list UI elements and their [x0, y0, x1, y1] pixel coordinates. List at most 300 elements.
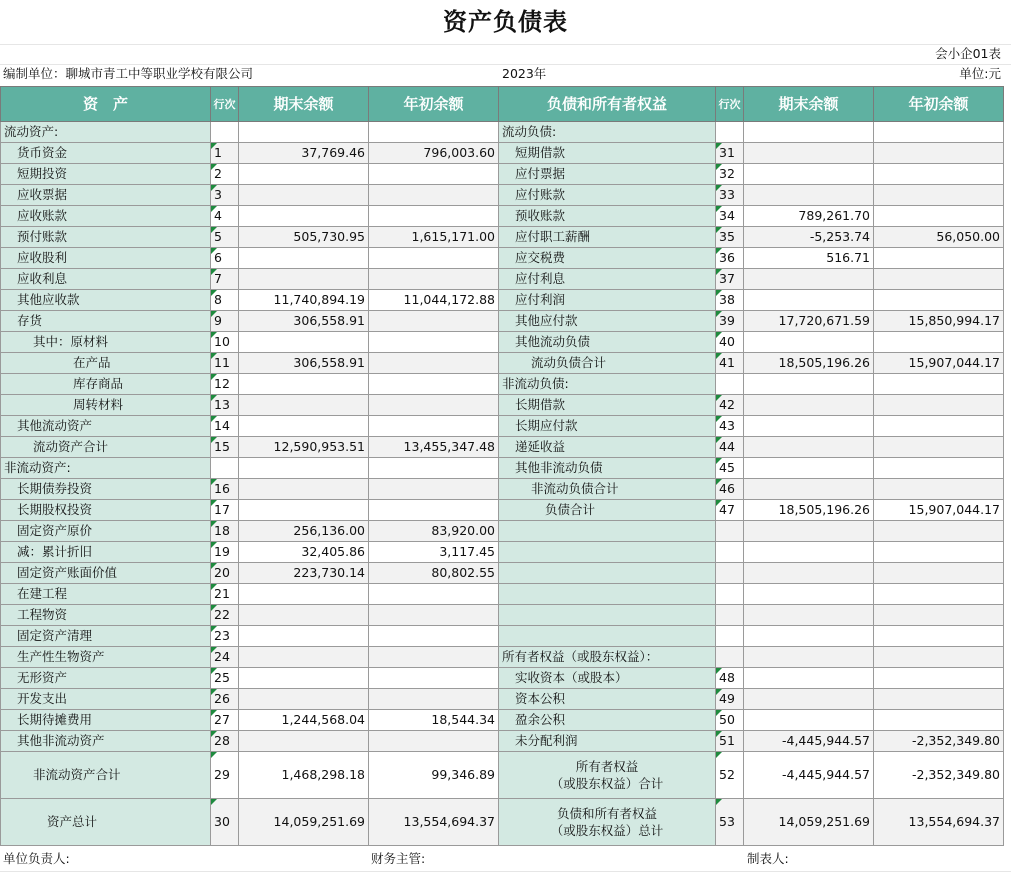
liability-end-balance[interactable]: [744, 332, 874, 353]
asset-begin-balance[interactable]: 80,802.55: [369, 563, 499, 584]
asset-label[interactable]: 流动资产:: [1, 122, 211, 143]
liability-row-no[interactable]: 43: [716, 416, 744, 437]
asset-begin-balance[interactable]: [369, 311, 499, 332]
asset-row-no[interactable]: 9: [211, 311, 239, 332]
liability-label[interactable]: [499, 542, 716, 563]
asset-label[interactable]: 应收票据: [1, 185, 211, 206]
table-row: [1, 395, 1004, 416]
table-row: [1, 542, 1004, 563]
asset-begin-balance[interactable]: [369, 500, 499, 521]
asset-label[interactable]: 短期投资: [1, 164, 211, 185]
asset-row-no[interactable]: 7: [211, 269, 239, 290]
liability-end-balance[interactable]: -5,253.74: [744, 227, 874, 248]
liability-begin-balance[interactable]: [874, 185, 1004, 206]
table-row: [1, 437, 1004, 458]
asset-end-balance[interactable]: [239, 689, 369, 710]
liability-row-no[interactable]: [716, 605, 744, 626]
asset-row-no[interactable]: 28: [211, 731, 239, 752]
asset-end-balance[interactable]: [239, 668, 369, 689]
asset-label[interactable]: 存货: [1, 311, 211, 332]
asset-label[interactable]: 长期债券投资: [1, 479, 211, 500]
liability-row-no[interactable]: [716, 122, 744, 143]
liability-row-no[interactable]: 51: [716, 731, 744, 752]
table-row: [1, 374, 1004, 395]
asset-label[interactable]: 固定资产原价: [1, 521, 211, 542]
liability-label[interactable]: 应交税费: [499, 248, 716, 269]
asset-end-balance[interactable]: 1,468,298.18: [239, 752, 369, 799]
asset-begin-balance[interactable]: [369, 164, 499, 185]
asset-row-no[interactable]: 18: [211, 521, 239, 542]
liability-end-balance[interactable]: 18,505,196.26: [744, 353, 874, 374]
asset-label[interactable]: 固定资产账面价值: [1, 563, 211, 584]
liability-begin-balance[interactable]: [874, 542, 1004, 563]
asset-label[interactable]: 周转材料: [1, 395, 211, 416]
asset-row-no[interactable]: 15: [211, 437, 239, 458]
asset-end-balance[interactable]: [239, 122, 369, 143]
reporting-unit: 编制单位：聊城市青工中等职业学校有限公司: [3, 66, 254, 81]
asset-end-balance[interactable]: [239, 416, 369, 437]
liability-end-balance[interactable]: [744, 563, 874, 584]
liability-end-balance[interactable]: [744, 374, 874, 395]
asset-begin-balance[interactable]: [369, 374, 499, 395]
liability-label[interactable]: 非流动负债合计: [499, 479, 716, 500]
asset-label[interactable]: 其中：原材料: [1, 332, 211, 353]
liability-label[interactable]: 其他应付款: [499, 311, 716, 332]
asset-end-balance[interactable]: [239, 206, 369, 227]
liability-begin-balance[interactable]: [874, 458, 1004, 479]
table-row: [1, 689, 1004, 710]
asset-begin-balance[interactable]: [369, 626, 499, 647]
liability-end-balance[interactable]: [744, 395, 874, 416]
asset-label[interactable]: 在产品: [1, 353, 211, 374]
liability-end-balance[interactable]: [744, 647, 874, 668]
liability-label[interactable]: 应付利润: [499, 290, 716, 311]
asset-end-balance[interactable]: [239, 605, 369, 626]
liability-begin-balance[interactable]: 13,554,694.37: [874, 799, 1004, 846]
liability-row-no[interactable]: 47: [716, 500, 744, 521]
liability-begin-balance[interactable]: [874, 164, 1004, 185]
asset-end-balance[interactable]: [239, 584, 369, 605]
asset-end-balance[interactable]: [239, 185, 369, 206]
asset-row-no[interactable]: 23: [211, 626, 239, 647]
asset-label[interactable]: 减：累计折旧: [1, 542, 211, 563]
asset-begin-balance[interactable]: [369, 353, 499, 374]
asset-begin-balance[interactable]: [369, 689, 499, 710]
liability-label[interactable]: [499, 605, 716, 626]
asset-label[interactable]: 库存商品: [1, 374, 211, 395]
asset-label[interactable]: 货币资金: [1, 143, 211, 164]
liability-begin-balance[interactable]: [874, 437, 1004, 458]
asset-begin-balance[interactable]: [369, 458, 499, 479]
liability-begin-balance[interactable]: [874, 290, 1004, 311]
table-row: [1, 353, 1004, 374]
liability-row-no[interactable]: [716, 521, 744, 542]
liability-begin-balance[interactable]: [874, 122, 1004, 143]
table-row: [1, 626, 1004, 647]
asset-label[interactable]: 固定资产清理: [1, 626, 211, 647]
liability-label[interactable]: 预收账款: [499, 206, 716, 227]
asset-label[interactable]: 其他流动资产: [1, 416, 211, 437]
liability-end-balance[interactable]: [744, 437, 874, 458]
liability-end-balance[interactable]: 14,059,251.69: [744, 799, 874, 846]
liability-label[interactable]: 应付票据: [499, 164, 716, 185]
asset-end-balance[interactable]: 37,769.46: [239, 143, 369, 164]
asset-row-no[interactable]: 21: [211, 584, 239, 605]
asset-end-balance[interactable]: [239, 374, 369, 395]
table-row: [1, 290, 1004, 311]
asset-row-no[interactable]: 19: [211, 542, 239, 563]
liability-end-balance[interactable]: [744, 458, 874, 479]
liability-row-no[interactable]: 50: [716, 710, 744, 731]
liability-end-balance[interactable]: [744, 479, 874, 500]
footer-finance: 财务主管:: [371, 851, 426, 866]
asset-end-balance[interactable]: 505,730.95: [239, 227, 369, 248]
liability-row-no[interactable]: [716, 542, 744, 563]
asset-row-no[interactable]: 12: [211, 374, 239, 395]
liability-label[interactable]: 实收资本（或股本）: [499, 668, 716, 689]
liability-row-no[interactable]: 38: [716, 290, 744, 311]
liability-begin-balance[interactable]: [874, 269, 1004, 290]
liability-begin-balance[interactable]: [874, 395, 1004, 416]
liability-label[interactable]: [499, 563, 716, 584]
liability-end-balance[interactable]: [744, 290, 874, 311]
liability-begin-balance[interactable]: [874, 332, 1004, 353]
asset-end-balance[interactable]: [239, 332, 369, 353]
liability-label[interactable]: 应付账款: [499, 185, 716, 206]
asset-label[interactable]: 其他应收款: [1, 290, 211, 311]
asset-label[interactable]: 非流动资产合计: [1, 752, 211, 799]
asset-begin-balance[interactable]: [369, 479, 499, 500]
asset-end-balance[interactable]: 306,558.91: [239, 311, 369, 332]
page-title: 资产负债表: [443, 8, 568, 36]
liability-row-no[interactable]: 41: [716, 353, 744, 374]
header-end-balance: 期末余额: [744, 87, 874, 122]
asset-end-balance[interactable]: [239, 626, 369, 647]
asset-row-no[interactable]: 24: [211, 647, 239, 668]
liability-row-no[interactable]: 44: [716, 437, 744, 458]
asset-row-no[interactable]: 5: [211, 227, 239, 248]
liability-begin-balance[interactable]: [874, 563, 1004, 584]
liability-begin-balance[interactable]: [874, 626, 1004, 647]
liability-end-balance[interactable]: [744, 584, 874, 605]
table-row: [1, 185, 1004, 206]
liability-begin-balance[interactable]: [874, 248, 1004, 269]
asset-row-no[interactable]: 17: [211, 500, 239, 521]
table-row: [1, 248, 1004, 269]
table-row: [1, 416, 1004, 437]
liability-row-no[interactable]: 36: [716, 248, 744, 269]
liability-label[interactable]: 负债和所有者权益 （或股东权益）总计: [499, 799, 716, 846]
asset-label[interactable]: 资产总计: [1, 799, 211, 846]
liability-label[interactable]: [499, 584, 716, 605]
liability-row-no[interactable]: 33: [716, 185, 744, 206]
liability-end-balance[interactable]: -4,445,944.57: [744, 752, 874, 799]
footer-principal: 单位负责人:: [3, 851, 70, 866]
liability-begin-balance[interactable]: [874, 584, 1004, 605]
table-row: [1, 668, 1004, 689]
asset-end-balance[interactable]: 306,558.91: [239, 353, 369, 374]
asset-begin-balance[interactable]: [369, 584, 499, 605]
liability-begin-balance[interactable]: -2,352,349.80: [874, 752, 1004, 799]
liability-label[interactable]: 短期借款: [499, 143, 716, 164]
asset-row-no[interactable]: 2: [211, 164, 239, 185]
asset-row-no[interactable]: [211, 122, 239, 143]
liability-row-no[interactable]: [716, 626, 744, 647]
liability-row-no[interactable]: 48: [716, 668, 744, 689]
liability-label[interactable]: 盈余公积: [499, 710, 716, 731]
asset-label[interactable]: 流动资产合计: [1, 437, 211, 458]
liability-label[interactable]: 长期借款: [499, 395, 716, 416]
asset-begin-balance[interactable]: [369, 668, 499, 689]
header-row: [1, 87, 1004, 122]
liability-label[interactable]: 非流动负债:: [499, 374, 716, 395]
liability-row-no[interactable]: [716, 647, 744, 668]
asset-row-no[interactable]: 16: [211, 479, 239, 500]
liability-begin-balance[interactable]: [874, 647, 1004, 668]
asset-label[interactable]: 长期股权投资: [1, 500, 211, 521]
liability-begin-balance[interactable]: [874, 374, 1004, 395]
liability-end-balance[interactable]: [744, 710, 874, 731]
liability-label[interactable]: 其他非流动负债: [499, 458, 716, 479]
liability-begin-balance[interactable]: 15,907,044.17: [874, 353, 1004, 374]
liability-label[interactable]: [499, 626, 716, 647]
asset-end-balance[interactable]: 11,740,894.19: [239, 290, 369, 311]
liability-row-no[interactable]: 32: [716, 164, 744, 185]
asset-label[interactable]: 生产性生物资产: [1, 647, 211, 668]
header-assets: 资 产: [1, 87, 211, 122]
asset-label[interactable]: 应收利息: [1, 269, 211, 290]
liability-end-balance[interactable]: [744, 269, 874, 290]
liability-label[interactable]: 递延收益: [499, 437, 716, 458]
asset-end-balance[interactable]: [239, 731, 369, 752]
asset-row-no[interactable]: 1: [211, 143, 239, 164]
liability-row-no[interactable]: [716, 584, 744, 605]
liability-end-balance[interactable]: 789,261.70: [744, 206, 874, 227]
liability-end-balance[interactable]: [744, 143, 874, 164]
liability-begin-balance[interactable]: [874, 668, 1004, 689]
asset-begin-balance[interactable]: 99,346.89: [369, 752, 499, 799]
liability-row-no[interactable]: 37: [716, 269, 744, 290]
asset-begin-balance[interactable]: 1,615,171.00: [369, 227, 499, 248]
liability-end-balance[interactable]: [744, 542, 874, 563]
liability-end-balance[interactable]: [744, 185, 874, 206]
liability-label[interactable]: 所有者权益（或股东权益）：: [499, 647, 716, 668]
liability-label[interactable]: 长期应付款: [499, 416, 716, 437]
liability-row-no[interactable]: 46: [716, 479, 744, 500]
header-begin-balance: 年初余额: [874, 87, 1004, 122]
asset-row-no[interactable]: 27: [211, 710, 239, 731]
asset-end-balance[interactable]: [239, 395, 369, 416]
asset-begin-balance[interactable]: [369, 332, 499, 353]
currency-unit: 单位:元: [959, 66, 1001, 81]
liability-row-no[interactable]: 42: [716, 395, 744, 416]
header-begin-balance: 年初余额: [369, 87, 499, 122]
header-row-no: 行次: [211, 87, 239, 122]
liability-row-no[interactable]: 49: [716, 689, 744, 710]
liability-label[interactable]: [499, 521, 716, 542]
liability-row-no[interactable]: 39: [716, 311, 744, 332]
table-row: [1, 584, 1004, 605]
liability-row-no[interactable]: [716, 563, 744, 584]
asset-begin-balance[interactable]: [369, 605, 499, 626]
table-row: [1, 710, 1004, 731]
liability-end-balance[interactable]: 18,505,196.26: [744, 500, 874, 521]
asset-begin-balance[interactable]: 3,117.45: [369, 542, 499, 563]
asset-begin-balance[interactable]: 13,554,694.37: [369, 799, 499, 846]
liability-label[interactable]: 其他流动负债: [499, 332, 716, 353]
liability-begin-balance[interactable]: [874, 206, 1004, 227]
asset-end-balance[interactable]: [239, 164, 369, 185]
liability-row-no[interactable]: 34: [716, 206, 744, 227]
liability-end-balance[interactable]: 516.71: [744, 248, 874, 269]
table-row: [1, 799, 1004, 846]
asset-begin-balance[interactable]: [369, 416, 499, 437]
asset-end-balance[interactable]: 14,059,251.69: [239, 799, 369, 846]
asset-end-balance[interactable]: 1,244,568.04: [239, 710, 369, 731]
liability-end-balance[interactable]: [744, 668, 874, 689]
liability-begin-balance[interactable]: [874, 416, 1004, 437]
asset-label[interactable]: 工程物资: [1, 605, 211, 626]
balance-table: [0, 86, 1004, 846]
asset-label[interactable]: 长期待摊费用: [1, 710, 211, 731]
liability-end-balance[interactable]: [744, 689, 874, 710]
asset-row-no[interactable]: 4: [211, 206, 239, 227]
table-row: [1, 164, 1004, 185]
asset-row-no[interactable]: 13: [211, 395, 239, 416]
asset-begin-balance[interactable]: 11,044,172.88: [369, 290, 499, 311]
table-row: [1, 227, 1004, 248]
liability-label[interactable]: 负债合计: [499, 500, 716, 521]
asset-begin-balance[interactable]: [369, 269, 499, 290]
liability-begin-balance[interactable]: -2,352,349.80: [874, 731, 1004, 752]
asset-row-no[interactable]: 8: [211, 290, 239, 311]
table-row: [1, 122, 1004, 143]
liability-end-balance[interactable]: [744, 122, 874, 143]
asset-row-no[interactable]: 20: [211, 563, 239, 584]
liability-begin-balance[interactable]: [874, 143, 1004, 164]
asset-row-no[interactable]: 6: [211, 248, 239, 269]
asset-row-no[interactable]: 10: [211, 332, 239, 353]
header-row-no: 行次: [716, 87, 744, 122]
liability-end-balance[interactable]: [744, 164, 874, 185]
table-row: [1, 752, 1004, 799]
table-row: [1, 647, 1004, 668]
table-row: [1, 311, 1004, 332]
asset-label[interactable]: 应收股利: [1, 248, 211, 269]
asset-row-no[interactable]: 30: [211, 799, 239, 846]
asset-begin-balance[interactable]: [369, 206, 499, 227]
liability-begin-balance[interactable]: 15,907,044.17: [874, 500, 1004, 521]
asset-row-no[interactable]: 29: [211, 752, 239, 799]
liability-row-no[interactable]: 35: [716, 227, 744, 248]
asset-row-no[interactable]: 3: [211, 185, 239, 206]
liability-end-balance[interactable]: [744, 626, 874, 647]
liability-row-no[interactable]: 53: [716, 799, 744, 846]
liability-label[interactable]: 所有者权益 （或股东权益）合计: [499, 752, 716, 799]
asset-label[interactable]: 非流动资产:: [1, 458, 211, 479]
asset-end-balance[interactable]: 32,405.86: [239, 542, 369, 563]
liability-begin-balance[interactable]: [874, 710, 1004, 731]
liability-begin-balance[interactable]: [874, 479, 1004, 500]
liability-label[interactable]: 应付利息: [499, 269, 716, 290]
form-code: 会小企01表: [935, 46, 1001, 61]
table-row: [1, 332, 1004, 353]
asset-label[interactable]: 开发支出: [1, 689, 211, 710]
liability-end-balance[interactable]: [744, 416, 874, 437]
asset-label[interactable]: 无形资产: [1, 668, 211, 689]
table-row: [1, 458, 1004, 479]
asset-row-no[interactable]: 22: [211, 605, 239, 626]
asset-end-balance[interactable]: [239, 479, 369, 500]
liability-row-no[interactable]: 31: [716, 143, 744, 164]
liability-label[interactable]: 流动负债:: [499, 122, 716, 143]
footer-preparer: 制表人:: [747, 851, 789, 866]
report-year: 2023年: [502, 66, 547, 81]
asset-begin-balance[interactable]: 13,455,347.48: [369, 437, 499, 458]
asset-label[interactable]: 其他非流动资产: [1, 731, 211, 752]
asset-begin-balance[interactable]: 18,544.34: [369, 710, 499, 731]
asset-end-balance[interactable]: [239, 248, 369, 269]
asset-row-no[interactable]: 14: [211, 416, 239, 437]
liability-begin-balance[interactable]: 56,050.00: [874, 227, 1004, 248]
liability-row-no[interactable]: 45: [716, 458, 744, 479]
liability-row-no[interactable]: 52: [716, 752, 744, 799]
asset-begin-balance[interactable]: [369, 185, 499, 206]
table-row: [1, 479, 1004, 500]
liability-end-balance[interactable]: [744, 521, 874, 542]
asset-end-balance[interactable]: [239, 647, 369, 668]
liability-label[interactable]: 流动负债合计: [499, 353, 716, 374]
liability-begin-balance[interactable]: [874, 605, 1004, 626]
asset-row-no[interactable]: 25: [211, 668, 239, 689]
asset-label[interactable]: 应收账款: [1, 206, 211, 227]
liability-begin-balance[interactable]: [874, 521, 1004, 542]
liability-row-no[interactable]: [716, 374, 744, 395]
asset-end-balance[interactable]: [239, 500, 369, 521]
liability-end-balance[interactable]: -4,445,944.57: [744, 731, 874, 752]
asset-begin-balance[interactable]: [369, 122, 499, 143]
asset-begin-balance[interactable]: [369, 647, 499, 668]
asset-row-no[interactable]: [211, 458, 239, 479]
liability-label[interactable]: 未分配利润: [499, 731, 716, 752]
liability-end-balance[interactable]: [744, 605, 874, 626]
table-row: [1, 605, 1004, 626]
liability-row-no[interactable]: 40: [716, 332, 744, 353]
asset-end-balance[interactable]: [239, 269, 369, 290]
header-liabilities: 负债和所有者权益: [499, 87, 716, 122]
liability-begin-balance[interactable]: [874, 689, 1004, 710]
asset-begin-balance[interactable]: [369, 731, 499, 752]
asset-row-no[interactable]: 11: [211, 353, 239, 374]
asset-begin-balance[interactable]: [369, 248, 499, 269]
asset-begin-balance[interactable]: 796,003.60: [369, 143, 499, 164]
asset-end-balance[interactable]: 12,590,953.51: [239, 437, 369, 458]
asset-row-no[interactable]: 26: [211, 689, 239, 710]
asset-end-balance[interactable]: 223,730.14: [239, 563, 369, 584]
table-row: [1, 206, 1004, 227]
liability-begin-balance[interactable]: 15,850,994.17: [874, 311, 1004, 332]
asset-label[interactable]: 在建工程: [1, 584, 211, 605]
asset-label[interactable]: 预付账款: [1, 227, 211, 248]
asset-end-balance[interactable]: 256,136.00: [239, 521, 369, 542]
asset-begin-balance[interactable]: 83,920.00: [369, 521, 499, 542]
asset-begin-balance[interactable]: [369, 395, 499, 416]
table-row: [1, 500, 1004, 521]
asset-end-balance[interactable]: [239, 458, 369, 479]
liability-label[interactable]: 资本公积: [499, 689, 716, 710]
liability-label[interactable]: 应付职工薪酬: [499, 227, 716, 248]
liability-end-balance[interactable]: 17,720,671.59: [744, 311, 874, 332]
